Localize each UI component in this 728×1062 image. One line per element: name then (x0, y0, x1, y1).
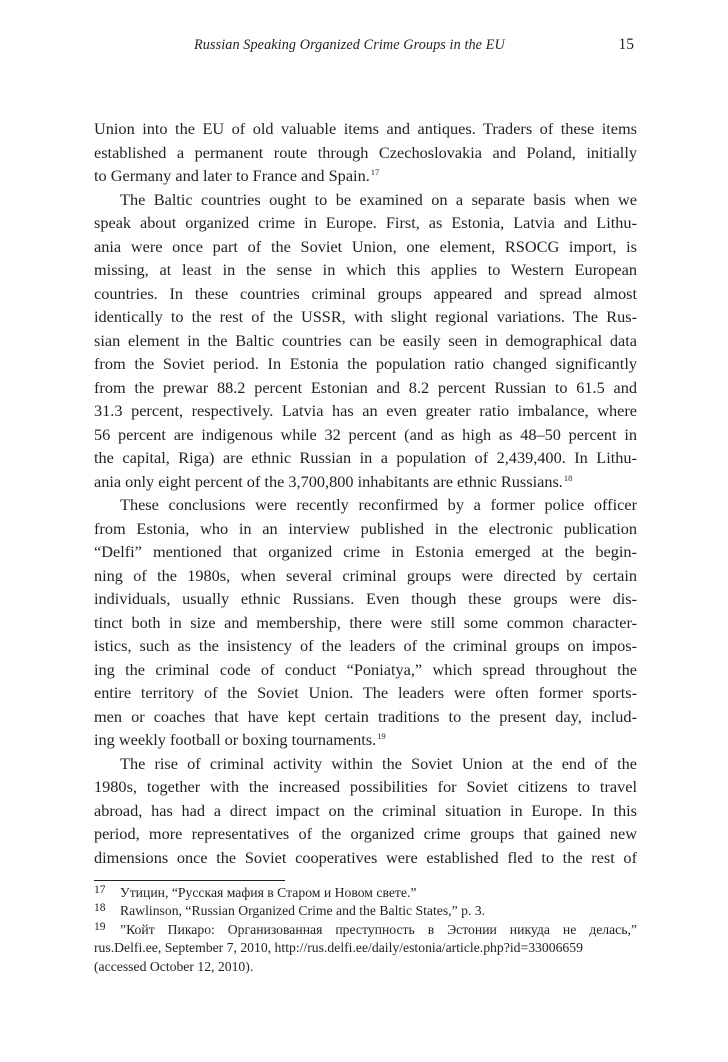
text-line: speak about organized crime in Europe. First, as Estonia, Latvia and Lithu- (94, 213, 637, 232)
footnote-number: 17 (94, 884, 106, 896)
text-line: missing, at least in the sense in which this applies to Western European (94, 260, 637, 279)
text-line-content: ing weekly football or boxing tournaments. (94, 730, 377, 749)
footnotes (94, 884, 637, 976)
text-line-content: to Germany and later to France and Spain. (94, 166, 370, 185)
text-line: ania were once part of the Soviet Union, one element, RSOCG import, is (94, 236, 637, 256)
text-line: “Delfi” mentioned that organized crime in Estonia emerged at the begin- (94, 542, 637, 561)
footnote-text: ”Койт Пикаро: Организованная преступность в Эстонии никуда не делась,” (120, 921, 637, 937)
text-line: from Estonia, who in an interview published in the electronic publication (94, 518, 637, 538)
footnote-text: Утицин, “Русская мафия в Старом и Новом свете.” (120, 885, 417, 900)
footnote-item (94, 902, 637, 920)
paragraph-first-line: The Baltic countries ought to be examined on a separate basis when we (120, 189, 637, 209)
text-line: ning of the 1980s, when several criminal groups were directed by certain (94, 565, 637, 585)
footnote-continuation (94, 939, 637, 957)
text-line-content: ania only eight percent of the 3,700,800 inhabitants are ethnic Russians. (94, 471, 563, 491)
footnote-item (94, 921, 637, 939)
text-line: men or coaches that have kept certain traditions to the present day, includ- (94, 706, 637, 726)
footnote-reference[interactable]: 19 (377, 731, 386, 741)
footnote-reference[interactable]: 17 (370, 167, 380, 177)
footnote-divider (94, 880, 285, 881)
footnote-text: (accessed October 12, 2010). (94, 958, 254, 974)
text-line: sian element in the Baltic countries can be easily seen in demographical data (94, 330, 637, 350)
text-line: 56 percent are indigenous while 32 percent (and as high as 48–50 percent in (94, 424, 637, 444)
text-line: entire territory of the Soviet Union. The leaders were often former sports- (94, 683, 637, 702)
footnote-link-text[interactable]: rus.Delfi.ee, September 7, 2010, http://rus.delfi.ee/daily/estonia/article.php?id=33006659 (94, 940, 583, 956)
footnote-number: 18 (94, 902, 106, 915)
text-line: istics, such as the insistency of the leaders of the criminal groups on impos- (94, 636, 637, 655)
text-line: from the prewar 88.2 percent Estonian and 8.2 percent Russian to 61.5 and (94, 377, 637, 397)
text-line: dimensions once the Soviet cooperatives were established fled to the rest of (94, 847, 637, 867)
text-line: from the Soviet period. In Estonia the population ratio changed significantly (94, 354, 637, 373)
text-line: Union into the EU of old valuable items and antiques. Traders of these items (94, 119, 637, 138)
text-line: 1980s, together with the increased possibilities for Soviet citizens to travel (94, 777, 637, 796)
text-line: countries. In these countries criminal groups appeared and spread almost (94, 283, 637, 303)
text-line: 31.3 percent, respectively. Latvia has an even greater ratio imbalance, where (94, 401, 637, 420)
text-line (94, 164, 637, 188)
body-text (94, 117, 637, 869)
paragraph-first-line: The rise of criminal activity within the Soviet Union at the end of the (120, 753, 637, 773)
footnote-text: Rawlinson, “Russian Organized Crime and the Baltic States,” p. 3. (120, 903, 486, 919)
running-head (94, 37, 637, 61)
text-line: the capital, Riga) are ethnic Russian in a population of 2,439,400. In Lithu- (94, 448, 637, 467)
footnote-reference[interactable]: 18 (563, 472, 573, 483)
text-line: period, more representatives of the organized crime groups that gained new (94, 824, 637, 843)
paragraph-first-line: These conclusions were recently reconfirmed by a former police officer (120, 495, 637, 514)
text-line (94, 728, 637, 752)
text-line: established a permanent route through Czechoslovakia and Poland, initially (94, 142, 637, 162)
footnote-item (94, 884, 637, 902)
text-line: abroad, has had a direct impact on the criminal situation in Europe. In this (94, 800, 637, 820)
text-line: individuals, usually ethnic Russians. Even though these groups were dis- (94, 589, 637, 608)
footnote-number: 19 (94, 920, 106, 933)
text-line: identically to the rest of the USSR, with slight regional variations. The Rus- (94, 307, 637, 326)
text-line: ing the criminal code of conduct “Poniatya,” which spread throughout the (94, 659, 637, 679)
page-number: 15 (618, 36, 634, 53)
running-title: Russian Speaking Organized Crime Groups in the EU (194, 37, 505, 53)
text-line (94, 470, 637, 494)
text-line: tinct both in size and membership, there were still some common character- (94, 612, 637, 632)
footnote-continuation (94, 958, 637, 976)
